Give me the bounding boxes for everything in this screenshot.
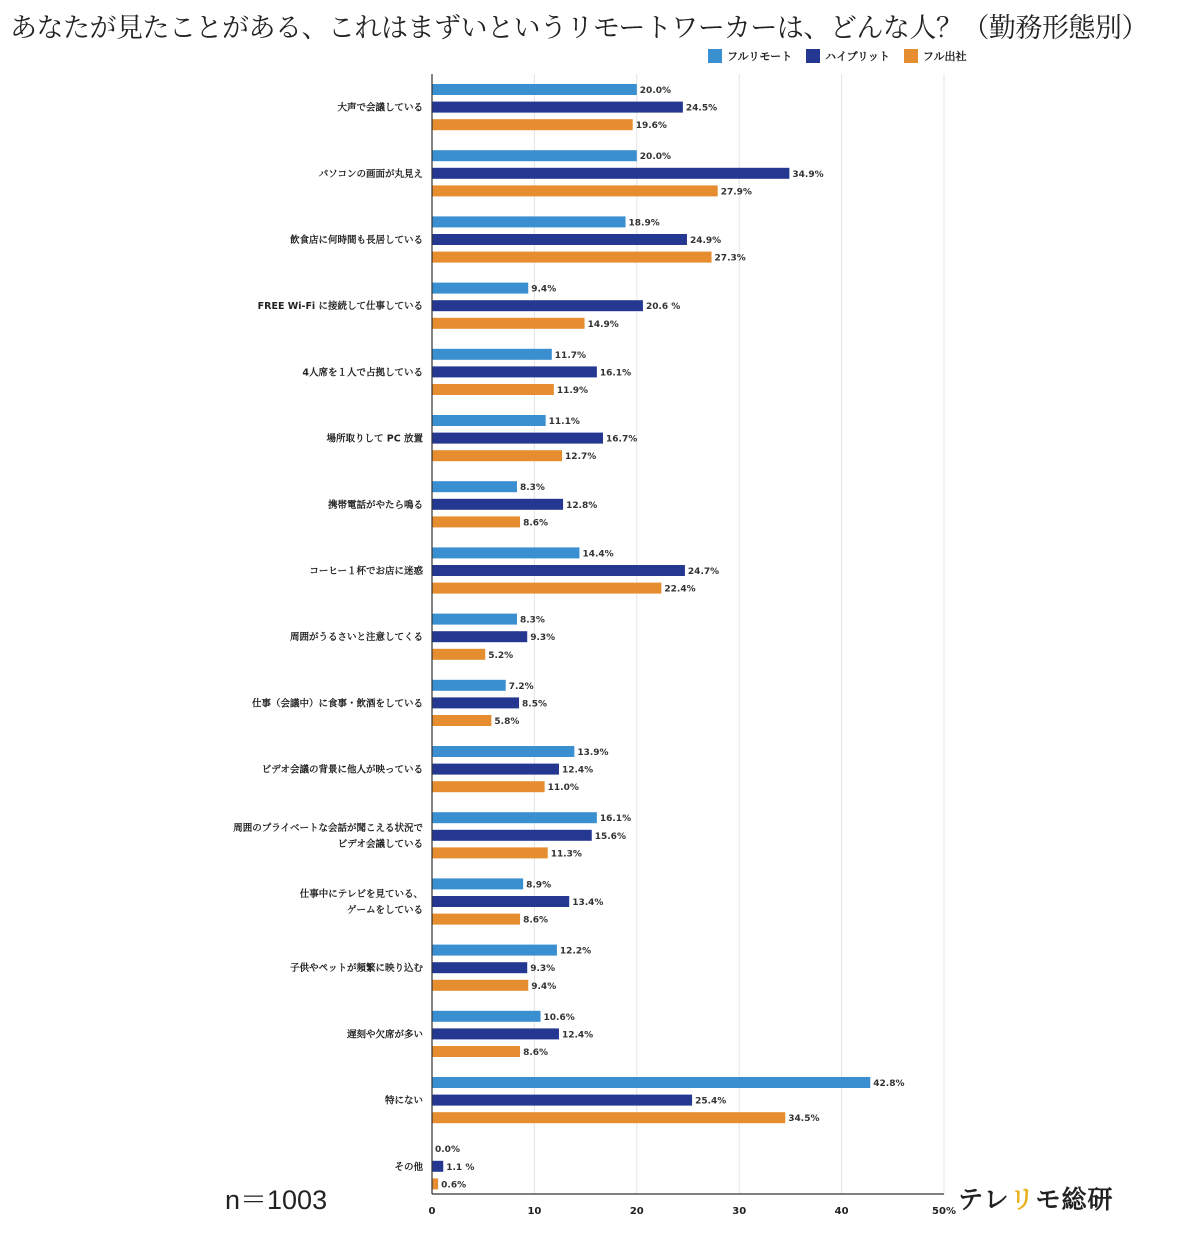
data-label: 11.1%	[548, 417, 580, 427]
bar	[432, 384, 554, 395]
category-label: コーヒー１杯でお店に迷惑	[309, 566, 423, 577]
data-label: 8.3%	[519, 483, 545, 494]
category-label: 周囲のプライベートな会話が聞こえる状況で	[233, 822, 423, 834]
category-label: 4人席を１人で占拠している	[302, 367, 423, 379]
category-label: 仕事（会議中）に食事・飲酒をしている	[251, 698, 423, 710]
bar	[432, 450, 562, 461]
logo-text-part2: リ	[1009, 1185, 1036, 1214]
bar	[432, 715, 491, 726]
bar	[432, 1077, 870, 1088]
x-tick-label: 20	[629, 1206, 644, 1217]
data-label: 15.6%	[594, 831, 626, 842]
data-label: 27.9%	[720, 187, 752, 198]
x-tick-label: 0	[428, 1206, 436, 1217]
category-label: 特にない	[384, 1095, 423, 1107]
bar	[432, 119, 633, 130]
category-label: ビデオ会議の背景に他人が映っている	[261, 764, 423, 776]
data-label: 7.2%	[508, 681, 534, 692]
category-label: 子供やペットが頻繁に映り込む	[289, 963, 423, 975]
data-label: 25.4%	[695, 1096, 727, 1107]
data-label: 9.4%	[531, 284, 557, 295]
bar	[432, 697, 519, 708]
bar	[432, 945, 557, 956]
bar	[432, 150, 637, 161]
category-label: 仕事中にテレビを見ている、	[299, 889, 423, 900]
bar	[432, 216, 626, 227]
bar	[432, 631, 527, 642]
bar	[432, 499, 563, 510]
data-label: 14.4%	[582, 549, 614, 560]
data-label: 0.0%	[435, 1145, 460, 1156]
bar	[432, 84, 637, 95]
data-label: 12.4%	[561, 1030, 594, 1041]
legend-label-hybrid: ハイブリット	[825, 50, 890, 63]
bar	[432, 1095, 692, 1106]
data-label: 9.4%	[531, 981, 557, 992]
bar	[432, 914, 520, 925]
x-tick-label: 30	[732, 1206, 747, 1217]
data-label: 12.8%	[566, 500, 598, 511]
bar	[432, 1178, 438, 1189]
category-label: FREE Wi-Fi に接続して仕事している	[257, 301, 423, 313]
bar	[432, 168, 789, 179]
data-label: 34.9%	[792, 169, 824, 180]
data-label: 12.2%	[559, 946, 592, 957]
bar	[432, 547, 579, 558]
bar	[432, 649, 485, 660]
data-label: 20.0%	[639, 152, 672, 163]
data-label: 11.0%	[547, 783, 579, 794]
data-label: 24.5%	[685, 103, 718, 114]
data-label: 9.3%	[530, 964, 556, 975]
x-tick-label: 40	[834, 1206, 849, 1217]
data-label: 8.5%	[522, 699, 548, 710]
data-label: 22.4%	[664, 584, 696, 595]
bar	[432, 349, 552, 360]
bar	[432, 764, 559, 775]
bar	[432, 102, 683, 113]
data-label: 14.9%	[587, 319, 619, 330]
data-label: 16.1%	[599, 814, 632, 825]
category-label: 大声で会議している	[337, 102, 423, 114]
data-label: 11.3%	[550, 849, 582, 860]
bar	[432, 481, 517, 492]
data-label: 24.9%	[689, 236, 722, 246]
data-label: 27.3%	[714, 253, 746, 264]
data-label: 8.6%	[523, 518, 549, 529]
data-label: 5.8%	[494, 717, 520, 727]
bar	[432, 896, 569, 907]
chart-title: あなたが見たことがある、これはまずいというリモートワーカーは、どんな人？（勤務形態別）	[10, 13, 1148, 44]
data-label: 20.6 %	[645, 302, 681, 313]
data-label: 16.1%	[599, 368, 632, 379]
data-label: 5.2%	[488, 650, 514, 661]
bar	[432, 1028, 559, 1039]
category-label: 場所取りして PC 放置	[326, 433, 423, 445]
category-label: 携帯電話がやたら鳴る	[327, 499, 423, 511]
logo-text-part3: モ総研	[1035, 1185, 1114, 1214]
bar	[432, 318, 585, 329]
brand-logo	[958, 1180, 1114, 1216]
bar	[432, 812, 597, 823]
data-label: 8.3%	[519, 615, 545, 626]
legend-label-full-remote: フルリモート	[727, 50, 793, 63]
data-label: 13.4%	[572, 898, 604, 908]
bar	[432, 781, 545, 792]
x-tick-label: 50%	[932, 1206, 956, 1217]
data-label: 18.9%	[628, 218, 660, 229]
sample-size-label: n＝1003	[225, 1185, 328, 1215]
bar	[432, 583, 661, 594]
legend-label-full-office: フル出社	[922, 50, 967, 63]
x-tick-label: 10	[527, 1206, 542, 1217]
bar	[432, 565, 685, 576]
bar	[432, 516, 520, 527]
logo-text-part1: テレ	[958, 1185, 1010, 1214]
bar	[432, 847, 548, 858]
bar	[432, 415, 546, 426]
category-label: 飲食店に何時間も長居している	[289, 235, 423, 246]
category-label: その他	[394, 1161, 423, 1173]
bar	[432, 830, 592, 841]
bar	[432, 680, 506, 691]
category-label: 周囲がうるさいと注意してくる	[289, 632, 423, 644]
data-label: 11.7%	[554, 350, 587, 361]
bar	[432, 252, 712, 263]
bar	[432, 1161, 443, 1172]
category-label: パソコンの画面が丸見え	[318, 168, 423, 180]
data-label: 1.1 %	[446, 1162, 475, 1173]
data-label: 19.6%	[635, 121, 667, 132]
bar	[432, 185, 718, 196]
bar	[432, 1011, 541, 1022]
bar	[432, 614, 517, 625]
bar	[432, 980, 528, 991]
bar	[432, 300, 643, 311]
data-label: 8.6%	[523, 915, 549, 926]
data-label: 20.0%	[639, 86, 672, 96]
bar	[432, 746, 574, 757]
category-label: ゲームをしている	[346, 905, 423, 916]
data-label: 11.9%	[556, 386, 589, 396]
data-label: 8.6%	[523, 1048, 549, 1058]
data-label: 16.7%	[606, 434, 638, 445]
bar	[432, 1046, 520, 1057]
bar	[432, 1112, 785, 1123]
bar	[432, 962, 527, 973]
data-label: 8.9%	[526, 880, 552, 891]
bar	[432, 878, 523, 889]
data-label: 0.6%	[441, 1180, 467, 1191]
data-label: 12.7%	[565, 452, 597, 463]
data-label: 9.3%	[530, 633, 556, 644]
data-label: 34.5%	[788, 1114, 820, 1125]
bar	[432, 283, 528, 294]
data-label: 42.8%	[873, 1079, 905, 1089]
data-label: 10.6%	[543, 1012, 575, 1023]
bar	[432, 366, 597, 377]
data-label: 12.4%	[561, 765, 594, 776]
bar	[432, 433, 603, 444]
bar	[432, 234, 687, 245]
data-label: 24.7%	[687, 567, 720, 577]
data-label: 13.9%	[577, 748, 609, 758]
category-label: 遅刻や欠席が多い	[346, 1029, 423, 1041]
category-label: ビデオ会議している	[337, 838, 423, 850]
